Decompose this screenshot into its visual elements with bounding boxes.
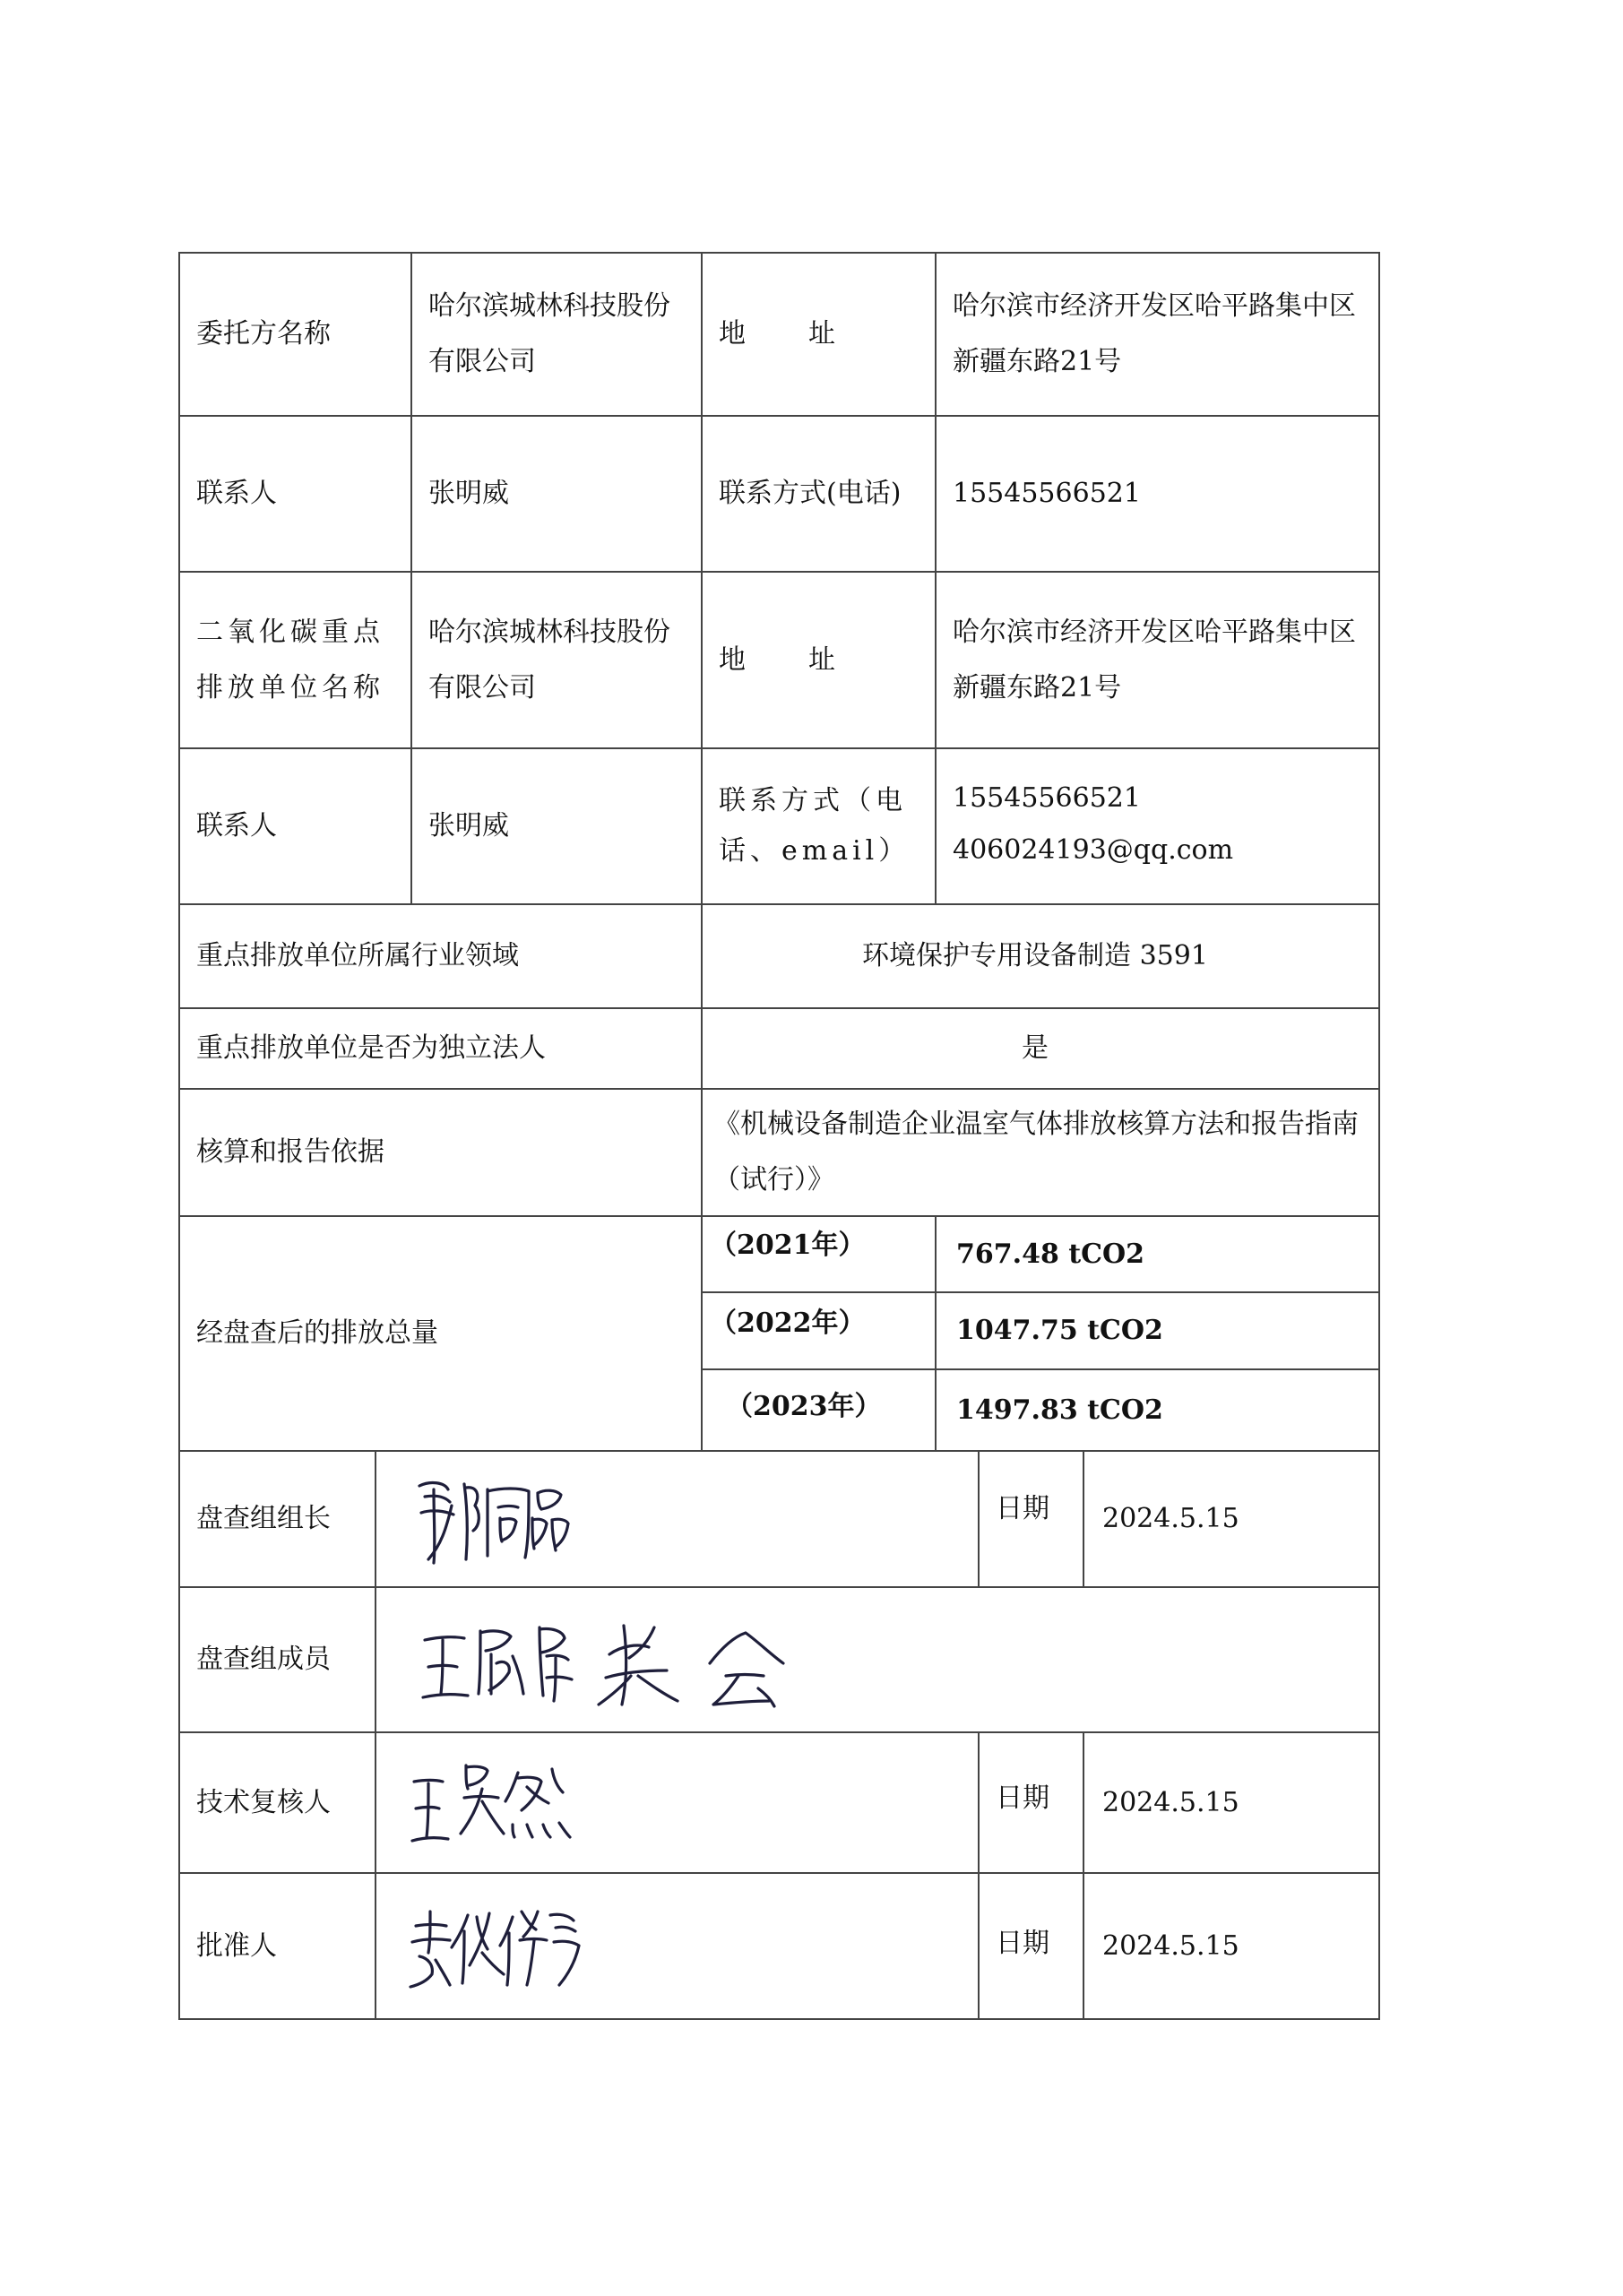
- emitter-contact-details: [937, 749, 1378, 903]
- basis-label: 核算和报告依据: [196, 1136, 384, 1168]
- legal-person-label: 重点排放单位是否为独立法人: [196, 1032, 546, 1064]
- approver-signature: [376, 1874, 978, 2018]
- client-address-text: 哈尔滨市经济开发区哈平路集中区新疆东路21号: [953, 290, 1356, 377]
- emitter-name: [412, 573, 701, 747]
- team-members-signature: [376, 1588, 1378, 1731]
- emissions-value: 767.48 tCO2: [956, 1238, 1144, 1270]
- approver-date: 2024.5.15: [1102, 1929, 1239, 1962]
- client-contact-label: 联系人: [196, 478, 277, 509]
- signature-image: [398, 1601, 846, 1717]
- reviewer-label: 技术复核人: [196, 1786, 331, 1818]
- emitter-name-text: 哈尔滨城林科技股份有限公司: [428, 616, 670, 703]
- industry-value: 环境保护专用设备制造 3591: [862, 940, 1208, 971]
- emissions-year: （2023年）: [726, 1390, 882, 1422]
- emissions-value: 1047.75 tCO2: [956, 1315, 1163, 1346]
- basis-value-text: 《机械设备制造企业温室气体排放核算方法和报告指南（试行）》: [713, 1109, 1359, 1195]
- client-name-text: 哈尔滨城林科技股份有限公司: [428, 290, 670, 377]
- emitter-label-text: 二氧化碳重点排放单位名称: [196, 616, 384, 703]
- team-leader-date-label: 日期: [996, 1493, 1049, 1524]
- team-leader-date: 2024.5.15: [1102, 1503, 1239, 1534]
- emitter-contact-method-label: [703, 749, 935, 903]
- reviewer-date-label: 日期: [996, 1782, 1049, 1814]
- client-contact-name: 张明威: [428, 478, 509, 509]
- client-label: 委托方名称: [196, 318, 331, 350]
- emitter-address-label: [703, 573, 935, 747]
- emitter-contact-method-text: 联系方式（电话、email）: [719, 785, 911, 867]
- emissions-year: （2021年）: [710, 1229, 866, 1261]
- approver-date-label: 日期: [996, 1927, 1049, 1959]
- emitter-contact-phone: 15545566521: [953, 782, 1141, 814]
- client-contact-method-label: 联系方式(电话): [719, 478, 902, 509]
- signature-image: [393, 1748, 590, 1855]
- emissions-value: 1497.83 tCO2: [956, 1394, 1163, 1426]
- client-address: [937, 254, 1378, 415]
- approver-label: 批准人: [196, 1929, 277, 1962]
- reviewer-date: 2024.5.15: [1102, 1786, 1239, 1818]
- team-members-label: 盘查组成员: [196, 1644, 331, 1675]
- client-address-label: [703, 254, 935, 415]
- emitter-label: [180, 573, 410, 747]
- industry-label: 重点排放单位所属行业领域: [196, 940, 519, 971]
- emitter-contact-name: 张明威: [428, 810, 509, 842]
- client-contact-phone: 15545566521: [953, 478, 1141, 509]
- emitter-address-text: 哈尔滨市经济开发区哈平路集中区新疆东路21号: [953, 616, 1356, 703]
- emissions-label: 经盘查后的排放总量: [196, 1317, 438, 1349]
- team-leader-label: 盘查组组长: [196, 1503, 331, 1534]
- legal-person-value: 是: [1022, 1032, 1049, 1064]
- basis-value: [703, 1090, 1378, 1215]
- emitter-contact-label: 联系人: [196, 810, 277, 842]
- address-label-char: 地: [719, 318, 746, 350]
- emitter-contact-email: 406024193@qq.com: [953, 834, 1234, 866]
- team-leader-signature: [376, 1452, 978, 1586]
- emitter-address: [937, 573, 1378, 747]
- address-label-char: 址: [808, 643, 835, 676]
- signature-image: [393, 1885, 590, 2001]
- signature-image: [394, 1466, 574, 1574]
- address-label-char: 地: [719, 643, 746, 676]
- client-name: [412, 254, 701, 415]
- emissions-year: （2022年）: [710, 1308, 866, 1339]
- reviewer-signature: [376, 1733, 978, 1872]
- address-label-char: 址: [808, 318, 835, 350]
